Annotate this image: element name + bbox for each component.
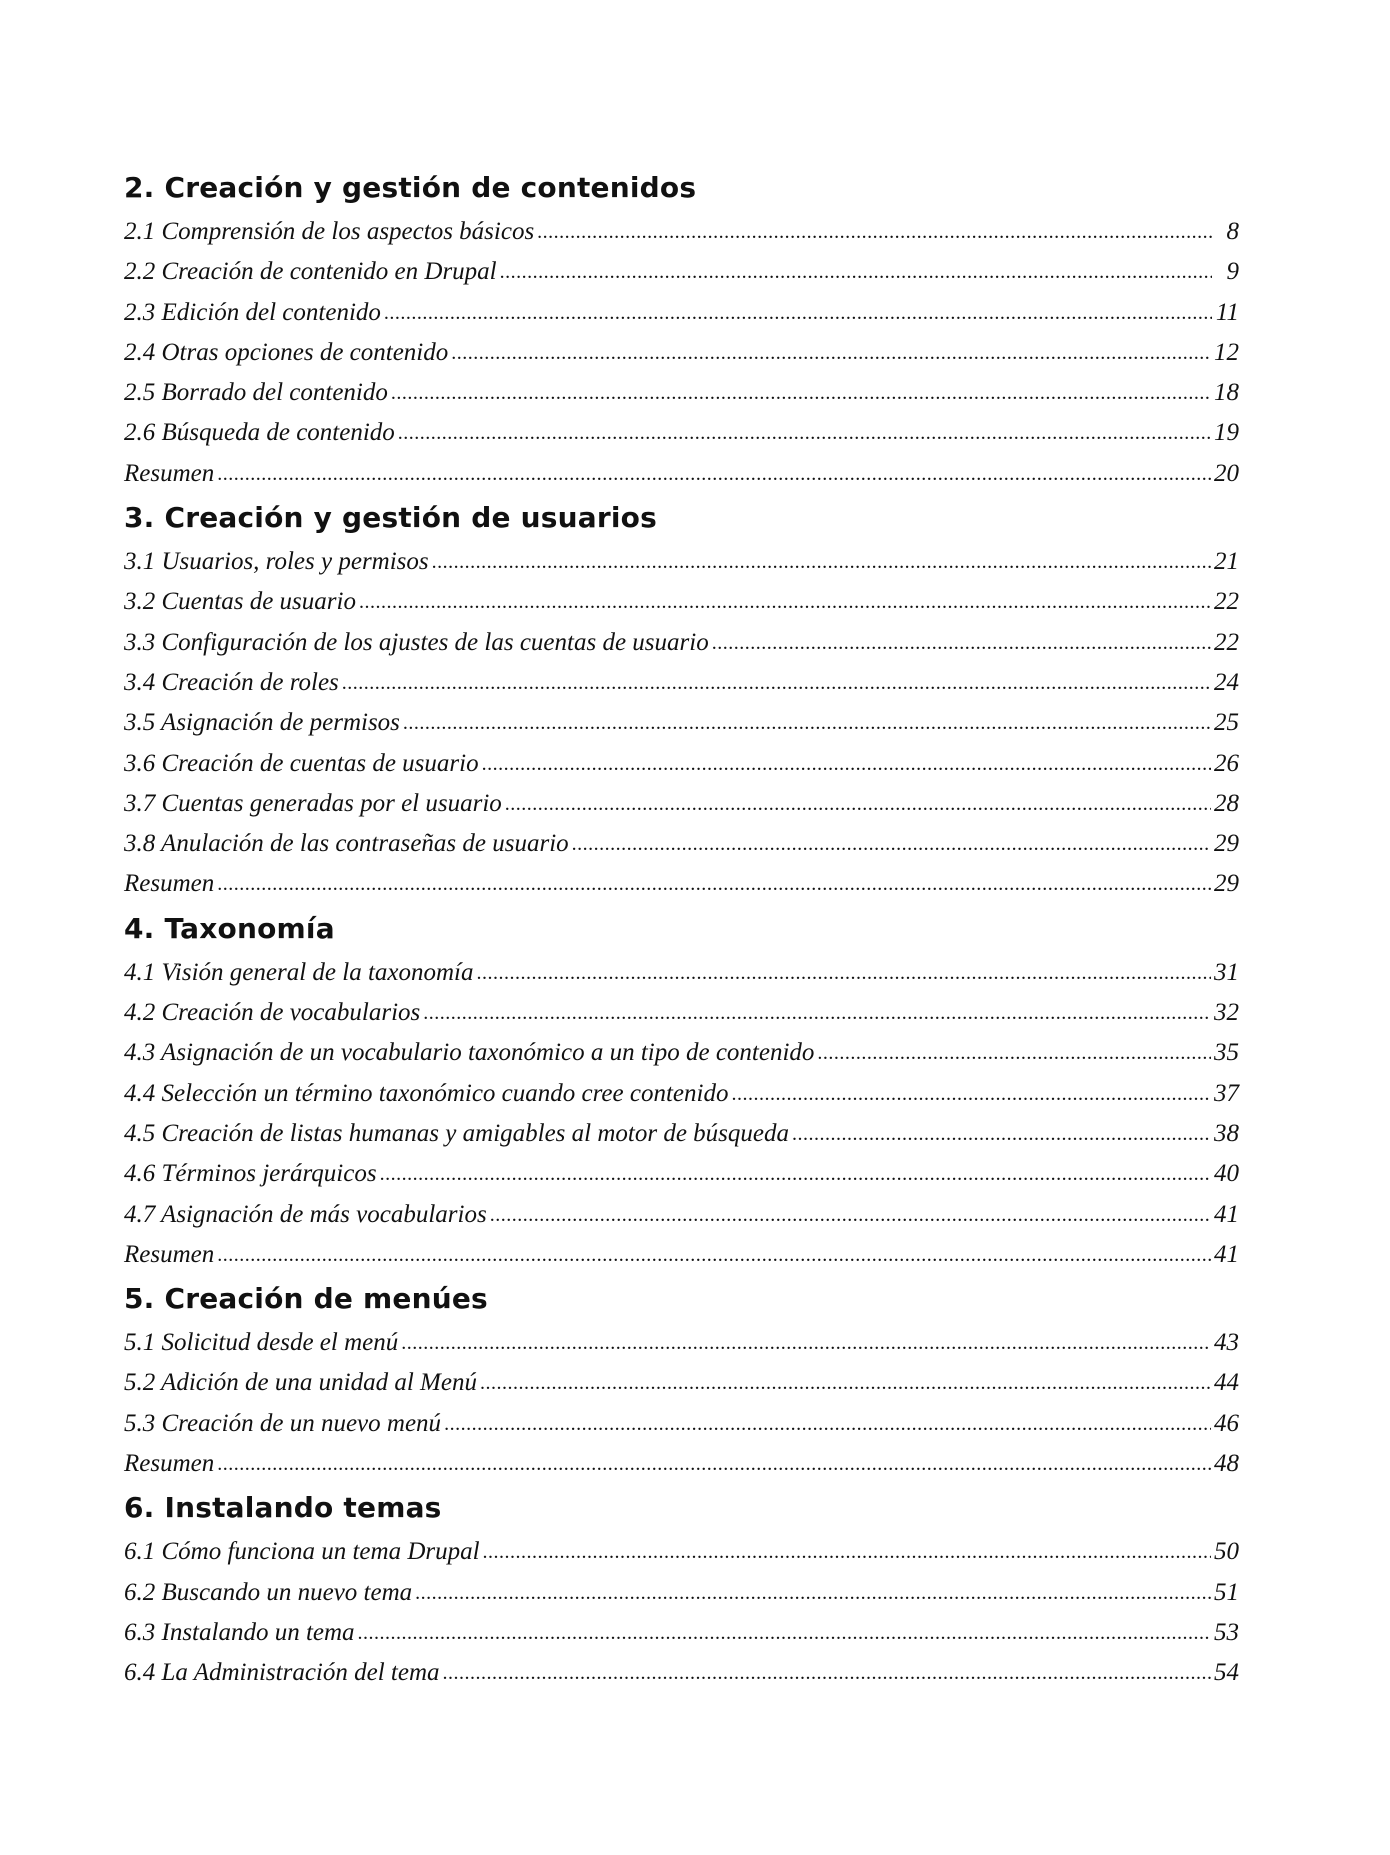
toc-entry-page: 50	[1214, 1538, 1239, 1566]
toc-entry-page: 41	[1214, 1200, 1239, 1228]
toc-entry[interactable]	[124, 454, 1239, 494]
dot-leader	[384, 292, 1212, 333]
toc-entry-page: 26	[1214, 749, 1239, 777]
toc-entry-label: 2.4 Otras opciones de contenido	[124, 338, 449, 366]
toc-entry-page: 9	[1226, 258, 1239, 286]
dot-leader	[403, 702, 1211, 743]
chapter-6	[124, 1484, 1239, 1693]
dot-leader	[505, 783, 1211, 824]
chapter-title: 2. Creación y gestión de contenidos	[124, 171, 697, 204]
dot-leader	[342, 662, 1211, 703]
chapter-3	[124, 494, 1239, 905]
toc-entry-label: 6.4 La Administración del tema	[124, 1659, 440, 1687]
toc-entry[interactable]	[124, 1235, 1239, 1275]
dot-leader	[217, 453, 1211, 494]
toc-entry[interactable]	[124, 703, 1239, 743]
toc-entry-page: 24	[1214, 668, 1239, 696]
toc-entry[interactable]	[124, 663, 1239, 703]
dot-leader	[391, 372, 1211, 413]
toc-entry[interactable]	[124, 252, 1239, 292]
toc-entry-page: 44	[1214, 1369, 1239, 1397]
dot-leader	[423, 992, 1211, 1033]
toc-entry-page: 28	[1214, 789, 1239, 817]
toc-entry-page: 32	[1214, 999, 1239, 1027]
toc-entry-label: 6.3 Instalando un tema	[124, 1618, 355, 1646]
toc-entry[interactable]	[124, 293, 1239, 333]
dot-leader	[537, 211, 1212, 252]
toc-entry[interactable]	[124, 1573, 1239, 1613]
toc-entry-label: 2.5 Borrado del contenido	[124, 379, 388, 407]
toc-entry-page: 22	[1214, 628, 1239, 656]
toc-entry[interactable]	[124, 373, 1239, 413]
toc-entry-label: 5.3 Creación de un nuevo menú	[124, 1409, 442, 1437]
dot-leader	[712, 622, 1211, 663]
toc-entry-label: Resumen	[124, 459, 215, 487]
toc-entry[interactable]	[124, 1363, 1239, 1403]
toc-entry[interactable]	[124, 333, 1239, 373]
dot-leader	[380, 1153, 1211, 1194]
toc-entry[interactable]	[124, 1154, 1239, 1194]
toc-entry-label: 2.1 Comprensión de los aspectos básicos	[124, 218, 535, 245]
dot-leader	[731, 1073, 1211, 1114]
toc-entry[interactable]	[124, 413, 1239, 453]
toc-entry[interactable]	[124, 993, 1239, 1033]
toc-entry-page: 43	[1214, 1329, 1239, 1357]
chapter-title: 5. Creación de menúes	[124, 1282, 488, 1316]
dot-leader	[490, 1194, 1211, 1235]
toc-entry[interactable]	[124, 1114, 1239, 1154]
dot-leader	[477, 952, 1212, 993]
toc-entry-label: 6.1 Cómo funciona un tema Drupal	[124, 1538, 480, 1566]
toc-entry-label: 4.5 Creación de listas humanas y amigables al motor de búsqueda	[124, 1119, 790, 1147]
toc-entry[interactable]	[124, 1532, 1239, 1572]
toc-entry-page: 22	[1214, 588, 1239, 616]
dot-leader	[444, 1403, 1211, 1444]
toc-entry-page: 48	[1214, 1450, 1239, 1478]
toc-entry-page: 46	[1214, 1409, 1239, 1437]
toc-entry[interactable]	[124, 623, 1239, 663]
dot-leader	[432, 541, 1211, 582]
toc-entry-label: 3.2 Cuentas de usuario	[124, 588, 356, 616]
dot-leader	[817, 1032, 1211, 1073]
toc-entry[interactable]	[124, 1404, 1239, 1444]
toc-entry-page: 51	[1214, 1578, 1239, 1606]
chapter-4	[124, 905, 1239, 1275]
dot-leader	[401, 1322, 1211, 1363]
dot-leader	[398, 412, 1211, 453]
toc-entry-label: 6.2 Buscando un nuevo tema	[124, 1578, 413, 1606]
dot-leader	[792, 1113, 1211, 1154]
toc-entry-page: 21	[1214, 548, 1239, 576]
toc-entry[interactable]	[124, 744, 1239, 784]
toc-entry-label: 4.1 Visión general de la taxonomía	[124, 958, 474, 986]
toc-entry-label: Resumen	[124, 870, 215, 898]
toc-entry-page: 38	[1214, 1119, 1239, 1147]
toc-entry-page: 11	[1215, 298, 1239, 326]
toc-entry-label: 4.2 Creación de vocabularios	[124, 999, 421, 1027]
toc-entry-page: 29	[1214, 830, 1239, 858]
toc-entry[interactable]	[124, 953, 1239, 993]
dot-leader	[443, 1652, 1211, 1693]
toc-entry-page: 53	[1214, 1618, 1239, 1646]
table-of-contents	[124, 164, 1239, 1694]
dot-leader	[358, 1612, 1211, 1653]
dot-leader	[451, 332, 1211, 373]
dot-leader	[483, 1531, 1211, 1572]
toc-entry-page: 29	[1214, 870, 1239, 898]
toc-entry-page: 41	[1214, 1240, 1239, 1268]
toc-entry-page: 20	[1214, 459, 1239, 487]
toc-entry-label: 3.6 Creación de cuentas de usuario	[124, 749, 479, 777]
chapter-2	[124, 164, 1239, 494]
chapter-title: 6. Instalando temas	[124, 1491, 442, 1525]
toc-entry-label: 5.2 Adición de una unidad al Menú	[124, 1369, 477, 1397]
dot-leader	[359, 581, 1211, 622]
toc-entry[interactable]	[124, 1613, 1239, 1653]
toc-entry-page: 12	[1214, 338, 1239, 366]
dot-leader	[217, 1234, 1211, 1275]
toc-entry-page: 18	[1214, 379, 1239, 407]
toc-entry[interactable]	[124, 784, 1239, 824]
toc-entry-label: 5.1 Solicitud desde el menú	[124, 1329, 399, 1357]
toc-entry-label: 3.8 Anulación de las contraseñas de usuario	[124, 830, 569, 858]
dot-leader	[572, 823, 1211, 864]
toc-entry-page: 37	[1214, 1079, 1239, 1107]
toc-entry-label: Resumen	[124, 1450, 215, 1478]
toc-entry-label: 3.7 Cuentas generadas por el usuario	[124, 789, 502, 817]
toc-entry-page: 31	[1214, 958, 1239, 986]
toc-entry[interactable]	[124, 1444, 1239, 1484]
toc-entry[interactable]	[124, 1195, 1239, 1235]
toc-entry-page: 54	[1214, 1659, 1239, 1687]
toc-entry[interactable]	[124, 864, 1239, 904]
toc-entry-label: 2.2 Creación de contenido en Drupal	[124, 258, 497, 286]
dot-leader	[480, 1362, 1211, 1403]
toc-entry-page: 40	[1214, 1160, 1239, 1188]
toc-entry[interactable]	[124, 1033, 1239, 1073]
toc-entry-label: 3.5 Asignación de permisos	[124, 709, 400, 737]
toc-entry-label: 3.1 Usuarios, roles y permisos	[124, 548, 429, 576]
toc-entry-label: 4.4 Selección un término taxonómico cuando cree contenido	[124, 1079, 729, 1107]
toc-entry-label: Resumen	[124, 1240, 215, 1268]
toc-entry-label: 3.3 Configuración de los ajustes de las cuentas de usuario	[124, 628, 709, 656]
toc-entry[interactable]	[124, 212, 1239, 252]
toc-entry[interactable]	[124, 582, 1239, 622]
toc-entry[interactable]	[124, 1323, 1239, 1363]
toc-entry-page: 25	[1214, 709, 1239, 737]
toc-entry-label: 3.4 Creación de roles	[124, 668, 339, 696]
chapter-5	[124, 1275, 1239, 1484]
toc-entry-label: 4.6 Términos jerárquicos	[124, 1160, 377, 1188]
toc-entry-label: 2.3 Edición del contenido	[124, 298, 381, 326]
toc-entry[interactable]	[124, 824, 1239, 864]
toc-entry[interactable]	[124, 1074, 1239, 1114]
dot-leader	[217, 863, 1211, 904]
chapter-title: 3. Creación y gestión de usuarios	[124, 501, 657, 535]
toc-entry-page: 19	[1214, 419, 1239, 447]
dot-leader	[217, 1443, 1211, 1484]
chapter-title: 4. Taxonomía	[124, 911, 335, 945]
toc-entry-label: 4.7 Asignación de más vocabularios	[124, 1200, 487, 1228]
dot-leader	[482, 743, 1211, 784]
dot-leader	[500, 251, 1212, 292]
toc-entry-label: 2.6 Búsqueda de contenido	[124, 419, 395, 447]
toc-entry[interactable]	[124, 1653, 1239, 1693]
toc-entry-page: 8	[1226, 218, 1239, 245]
toc-entry-page: 35	[1214, 1039, 1239, 1067]
toc-entry-label: 4.3 Asignación de un vocabulario taxonómico a un tipo de contenido	[124, 1039, 815, 1067]
dot-leader	[415, 1572, 1211, 1613]
toc-entry[interactable]	[124, 542, 1239, 582]
